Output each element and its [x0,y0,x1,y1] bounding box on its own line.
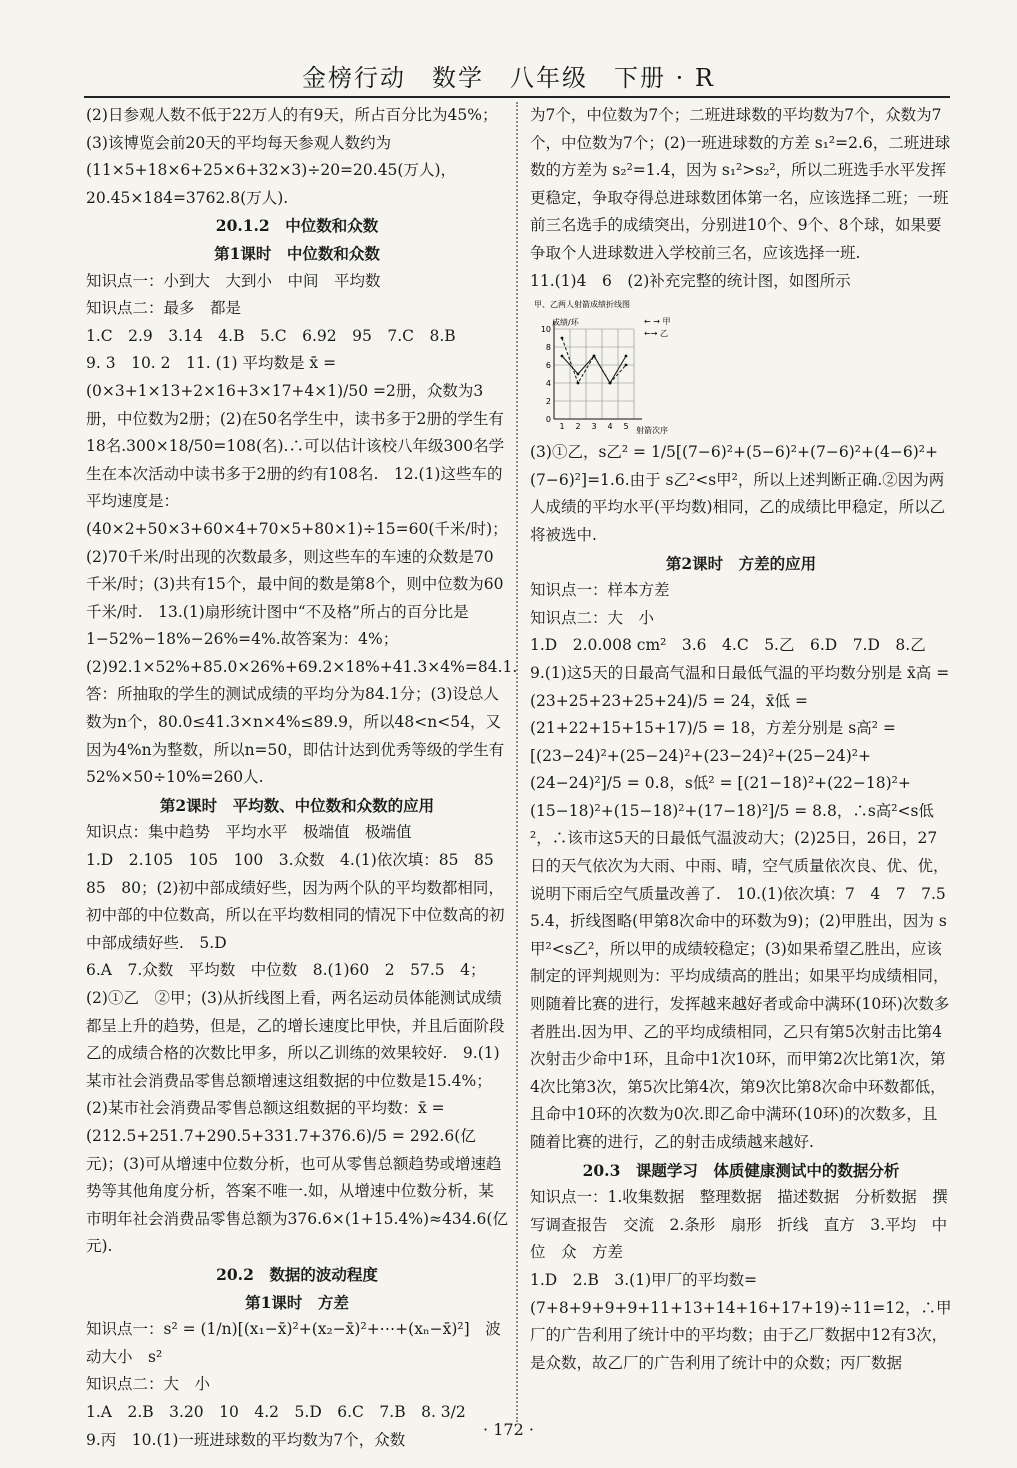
header-rule [84,96,950,98]
series-line-甲 [562,338,626,383]
paragraph: 6.A 7.众数 平均数 中位数 8.(1)60 2 57.5 4；(2)①乙 ②甲；(3)从折线图上看，两名运动员体能测试成绩都呈上升的趋势，但是，乙的增长速度比甲快，并且后面阶段乙的成绩合格的次数比甲多，所以乙训练的效果较好. 9.(1)某市社会消费品零售总额增速这组数据的中位数是15.4%；(2)某市社会消费品零售总额这组数据的平均数：x̄ = (212.5+251.7+290.5+331.7+376.6)/5 = 292.6(亿元)；(3)可从增速中位数分析，也可从零售总额趋势或增速趋势等其他角度分析，答案不唯一.如，从增速中位数分析，某市明年社会消费品零售总额为376.6×(1+15.4%)≈434.6(亿元). [86,961,508,1256]
chart-title: 甲、乙两人射箭成绩折线图 [534,300,630,310]
answer-line: 1.C 2.9 3.14 4.B 5.C 6.92 95 7.C 8.B [86,326,456,345]
chart-row [530,297,952,437]
data-point-乙 [609,382,612,385]
paragraph: 为7个，中位数为7个；二班进球数的平均数为7个，众数为7个，中位数为7个；(2)一班进球数的方差 s₁²=2.6，二班进球数的方差为 s₂²=1.4，因为 s₁²>s₂²，所以二班选手水平发挥更稳定，争取夺得总进球数团体第一名，应该选择二班；一班前三名选手的成绩突出，分别进10个、9个、8个球，如果要争取个人进球数进入学校前三名，应该选择一班. [530,106,951,262]
knowledge-point: 知识点二：最多 都是 [86,299,242,318]
paragraph: (3)①乙，s乙² = 1/5[(7−6)²+(5−6)²+(7−6)²+(4−6)²+(7−6)²]=1.6.由于 s乙²<s甲²，所以上述判断正确.②因为两人成绩的平均水平(平均数)相同，乙的成绩比甲稳定，所以乙将被选中. [530,443,946,544]
data-point-乙 [577,373,580,376]
x-tick-label: 1 [559,422,565,432]
paragraph: 1.D 2.0.008 cm² 3.6 4.C 5.乙 6.D 7.D 8.乙 9.(1)这5天的日最高气温和日最低气温的平均数分别是 x̄高 = (23+25+23+25+24)/5 = 24，x̄低 = (21+22+15+15+17)/5 = 18，方差分别是 s高² = [(23−24)²+(25−24)²+(23−24)²+(25−24)²+(24−24)²]/5 = 0.8，s低² = [(21−18)²+(22−18)²+(15−18)²+(15−18)²+(17−18)²]/5 = 8.8，∴s高²<s低²，∴该市这5天的日最低气温波动大；(2)25日，26日，27日的天气依次为大雨、中雨、晴，空气质量依次良、优、优，说明下雨后空气质量改善了. 10.(1)依次填：7 4 7 7.5 5.4，折线图略(甲第8次命中的环数为9)；(2)甲胜出，因为 s甲²<s乙²，所以甲的成绩较稳定；(3)如果希望乙胜出，应该制定的评判规则为：平均成绩高的胜出；如果平均成绩相同，则随着比赛的进行，发挥越来越好者或命中满环(10环)次数多者胜出.因为甲、乙的平均成绩相同，乙只有第5次射击比第4次射击少命中1环，且命中1次10环，而甲第2次比第1次，第4次比第3次，第5次比第4次，第9次比第8次命中环数都低，且命中10环的次数为0次.即乙命中满环(10环)的次数多，且随着比赛的进行，乙的射击成绩越来越好. [530,636,962,1151]
paragraph: 11.(1)4 6 (2)补充完整的统计图，如图所示 [530,271,851,290]
data-point-乙 [625,355,628,358]
x-tick-label: 4 [607,422,613,432]
knowledge-point: 知识点二：大 小 [86,1375,211,1394]
page-header: 金榜行动 数学 八年级 下册 · R [302,64,715,92]
left-column [86,102,518,1454]
line-chart [530,297,690,437]
y-tick-label: 10 [540,325,551,335]
x-tick-label: 2 [575,422,581,432]
y-tick-label: 2 [545,397,551,407]
column-divider [516,102,518,1422]
y-tick-label: 0 [545,415,551,425]
y-tick-label: 8 [545,343,551,353]
section-title: 20.1.2 中位数和众数 [215,216,379,236]
answer-line: 1.A 2.B 3.20 10 4.2 5.D 6.C 7.B 8. 3/2 [86,1402,466,1421]
knowledge-point: 知识点一：1.收集数据 整理数据 描述数据 分析数据 撰写调查报告 交流 2.条形 扇形 折线 直方 3.平均 中位 众 方差 [530,1188,948,1262]
knowledge-point: 知识点一：小到大 大到小 中间 平均数 [86,271,381,290]
data-point-甲 [561,337,564,340]
right-column [530,102,962,1377]
data-point-甲 [577,382,580,385]
paragraph: 1.D 2.105 105 100 3.众数 4.(1)依次填：85 85 85 80；(2)初中部成绩好些，因为两个队的平均数都相同，初中部的中位数高，所以在平均数相同的情况下中位数高的初中部成绩好些. 5.D [86,851,510,952]
paragraph: 1.D 2.B 3.(1)甲厂的平均数=(7+8+9+9+9+11+13+14+16+17+19)÷11=12，∴甲厂的广告利用了统计中的平均数；由于乙厂数据中12有3次，是众数，故乙厂的广告利用了统计中的众数；丙厂数据 [530,1270,952,1372]
lesson-title: 第1课时 中位数和众数 [214,243,380,263]
chart-side-text [696,353,701,381]
paragraph: 9. 3 10. 2 11. (1) 平均数是 x̄ = (0×3+1×13+2×16+3×17+4×1)/50 =2册，众数为3册，中位数为2册；(2)在50名学生中，读书多于2册的学生有18名.300×18/50=108(名).∴可以估计该校八年级300名学生在本次活动中读书多于2册的约有108名. 12.(1)这些车的平均速度是：(40×2+50×3+60×4+70×5+80×1)÷15=60(千米/时)；(2)70千米/时出现的次数最多，则这些车的车速的众数是70千米/时；(3)共有15个，最中间的数是第8个，则中位数为60千米/时. 13.(1)扇形统计图中“不及格”所占的百分比是1−52%−18%−26%=4%.故答案为：4%；(2)92.1×52%+85.0×26%+69.2×18%+41.3×4%=84.1.答：所抽取的学生的测试成绩的平均分为84.1分；(3)设总人数为n个，80.0≤41.3×n×4%≤89.9，所以48<n<54，又因为4%n为整数，所以n=50，即估计达到优秀等级的学生有52%×50÷10%=260人. [86,354,518,787]
data-point-乙 [593,355,596,358]
legend-item-yi: ←→ 乙 [644,329,668,339]
series-line-乙 [562,356,626,383]
x-axis-label: 射箭次序 [636,426,668,436]
section-title: 20.3 课题学习 体质健康测试中的数据分析 [582,1160,900,1180]
page-number: · 172 · [483,1420,534,1439]
lesson-title: 第2课时 平均数、中位数和众数的应用 [159,795,435,815]
legend-item-jia: ← → 甲 [644,317,671,327]
data-point-乙 [561,355,564,358]
y-tick-label: 4 [545,379,551,389]
y-tick-label: 6 [545,361,551,371]
knowledge-point: 知识点一：s² = (1/n)[(x₁−x̄)²+(x₂−x̄)²+⋯+(xₙ−x̄)²] 波动大小 s² [86,1320,501,1366]
data-point-甲 [625,364,628,367]
knowledge-point: 知识点：集中趋势 平均水平 极端值 极端值 [86,823,412,842]
paragraph: 9.丙 10.(1)一班进球数的平均数为7个，众数 [86,1430,406,1449]
section-title: 20.2 数据的波动程度 [216,1264,378,1284]
knowledge-point: 知识点二：大 小 [530,608,655,627]
lesson-title: 第2课时 方差的应用 [665,553,817,573]
x-tick-label: 3 [591,422,597,432]
y-axis-label: 成绩/环 [552,318,579,328]
paragraph: (2)日参观人数不低于22万人的有9天，所占百分比为45%；(3)该博览会前20天的平均每天参观人数约为(11×5+18×6+25×6+32×3)÷20=20.45(万人)，20.45×184=3762.8(万人). [86,106,498,207]
lesson-title: 第1课时 方差 [245,1292,349,1312]
knowledge-point: 知识点一：样本方差 [530,581,670,600]
x-tick-label: 5 [623,422,629,432]
